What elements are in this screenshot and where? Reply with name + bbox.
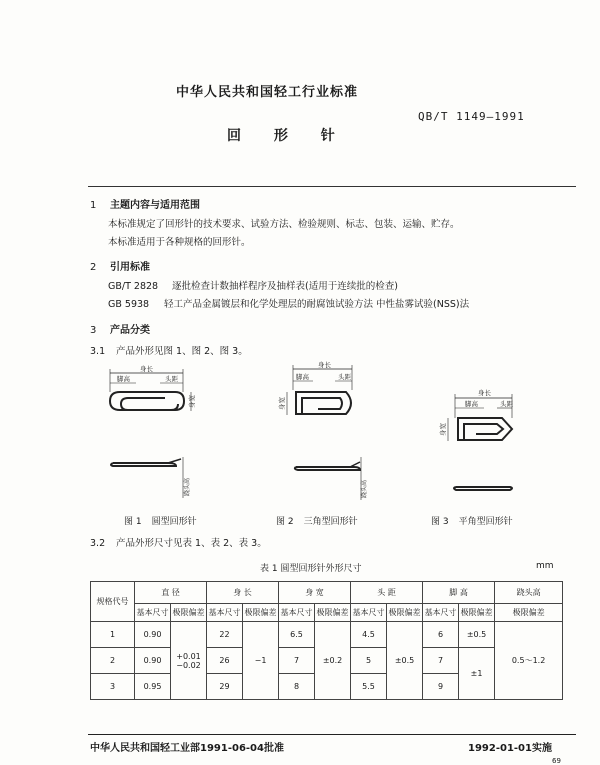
figure-number: 图 3 [431,517,449,527]
header-foot-height: 脚 高 [423,582,495,604]
cell-width: 8 [279,674,315,700]
fig2-foot-label: 脚高 [296,373,309,381]
cell-len: 29 [207,674,243,700]
table-row [91,622,563,648]
header-length: 身 长 [207,582,279,604]
page-number: 69 [552,757,561,765]
cell-dia-tol [171,622,207,700]
cell-head: 5.5 [351,674,387,700]
sub-tol: 极限偏差 [459,604,495,622]
cell-width: 6.5 [279,622,315,648]
fig1-head-label: 头距 [165,375,178,383]
cell-foot: 7 [423,648,459,674]
cell-head: 4.5 [351,622,387,648]
cell-dia: 0.95 [135,674,171,700]
clause-number: 3.2 [90,538,106,549]
fig2-length-label: 身长 [318,361,331,369]
sub-basic: 基本尺寸 [207,604,243,622]
cell-len: 22 [207,622,243,648]
figures-area [0,355,600,520]
reference-text: 逐批检查计数抽样程序及抽样表(适用于连续批的检查) [172,281,398,292]
section-number: 3 [90,325,97,336]
clause-text: 产品外形见图 1、图 2、图 3。 [116,346,248,357]
sub-tol: 极限偏差 [243,604,279,622]
sub-basic: 基本尺寸 [279,604,315,622]
section-title: 产品分类 [110,325,150,336]
cell-len-tol: −1 [243,622,279,700]
cell-code: 1 [91,622,135,648]
clause-number: 3.1 [90,346,106,357]
cell-head: 5 [351,648,387,674]
reference-1 [108,278,398,292]
figure-1-round-clip [110,364,196,498]
section-title: 主题内容与适用范围 [110,200,200,211]
reference-code: GB 5938 [108,299,150,310]
clause-3-2 [90,535,267,549]
fig1-thick-label: 跷头高 [184,477,191,496]
table-subheader-row [91,604,563,622]
cell-foot: 6 [423,622,459,648]
header-spec-code: 规格代号 [91,582,135,622]
cell-foot-tol: ±0.5 [459,622,495,648]
fig2-width-label: 身宽 [278,397,286,410]
cell-dia: 0.90 [135,622,171,648]
org-line: 中华人民共和国轻工行业标准 [176,85,359,100]
dia-tol-upper: +0.01 [176,651,201,661]
header-diameter: 直 径 [135,582,207,604]
sub-basic: 基本尺寸 [351,604,387,622]
cell-code: 3 [91,674,135,700]
fig2-head-label: 头距 [338,373,351,381]
sub-basic: 基本尺寸 [135,604,171,622]
effective-date: 1992-01-01实施 [468,743,552,754]
cell-foot: 9 [423,674,459,700]
header-tip-height: 跷头高 [495,582,563,604]
fig1-width-label: 身宽 [188,395,196,408]
cell-dia: 0.90 [135,648,171,674]
fig1-length-label: 身长 [140,365,153,373]
figure-title: 三角型回形针 [303,517,358,527]
section-number: 1 [90,200,97,211]
fig3-width-label: 身宽 [439,423,447,436]
fig3-head-label: 头距 [500,400,513,408]
sub-tol: 极限偏差 [171,604,207,622]
section-1-line-1: 本标准规定了回形针的技术要求、试验方法、检验规则、标志、包装、运输、贮存。 [108,219,460,230]
dia-tol-lower: −0.02 [176,660,201,670]
figure-3-caption [431,514,523,527]
figure-title: 平角型回形针 [458,517,513,527]
section-1-heading [90,196,200,211]
cell-head-tol: ±0.5 [387,622,423,700]
cell-width-tol: ±0.2 [315,622,351,700]
section-number: 2 [90,262,97,273]
header-divider [88,186,576,187]
section-2-heading [90,258,150,273]
table-1 [90,581,563,700]
approval-line: 中华人民共和国轻工业部1991-06-04批准 [90,743,284,754]
section-1-line-2: 本标准适用于各种规格的回形针。 [108,237,251,248]
cell-code: 2 [91,648,135,674]
fig2-thick-label: 跷头高 [361,479,368,498]
reference-text: 轻工产品金属镀层和化学处理层的耐腐蚀试验方法 中性盐雾试验(NSS)法 [164,299,470,310]
section-3-heading [90,321,150,336]
table-1-title: 表 1 圆型回形针外形尺寸 [260,564,362,574]
figure-number: 图 1 [124,517,142,527]
cell-foot-tol: ±1 [459,648,495,700]
fig3-length-label: 身长 [478,389,491,397]
standard-code: QB/T 1149—1991 [418,110,525,123]
header-width: 身 宽 [279,582,351,604]
table-unit: mm [536,561,554,571]
header-head-distance: 头 距 [351,582,423,604]
sub-tol: 极限偏差 [315,604,351,622]
figure-2-caption [276,514,368,527]
cell-width: 7 [279,648,315,674]
footer-divider [88,734,576,735]
figure-2-triangle-clip [277,360,368,500]
reference-2 [108,296,469,310]
clause-text: 产品外形尺寸见表 1、表 2、表 3。 [116,538,267,549]
fig3-foot-label: 脚高 [465,400,478,408]
table-header-row [91,582,563,604]
figure-1-caption [124,514,207,527]
page-title: 回 形 针 [227,128,349,144]
fig1-foot-label: 脚高 [117,375,130,383]
reference-code: GB/T 2828 [108,281,159,292]
section-title: 引用标准 [110,262,150,273]
figure-3-flat-angle-clip [438,388,514,490]
sub-tol: 极限偏差 [387,604,423,622]
figure-title: 圆型回形针 [151,517,197,527]
sub-tol: 极限偏差 [495,604,563,622]
figure-number: 图 2 [276,517,294,527]
sub-basic: 基本尺寸 [423,604,459,622]
cell-tip-range: 0.5～1.2 [495,622,563,700]
cell-len: 26 [207,648,243,674]
